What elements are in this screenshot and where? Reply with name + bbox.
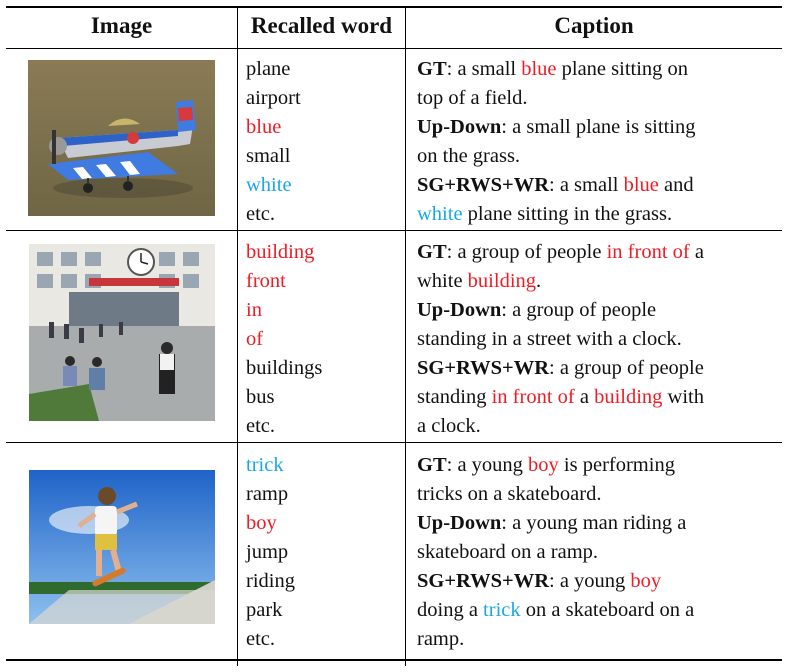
recalled-word: ramp bbox=[246, 483, 289, 505]
method-label: GT bbox=[417, 241, 447, 263]
caption-text: : a small bbox=[446, 58, 522, 80]
caption-line bbox=[417, 325, 777, 354]
recalled-word: airport bbox=[246, 87, 301, 109]
method-label: SG+RWS+WR bbox=[417, 357, 549, 379]
caption-row-3 bbox=[417, 451, 777, 654]
caption-line bbox=[417, 625, 777, 654]
caption-line bbox=[417, 238, 777, 267]
highlighted-word: in front of bbox=[606, 241, 690, 263]
column-divider bbox=[237, 6, 238, 666]
caption-text: standing in a street with a clock. bbox=[417, 328, 682, 350]
highlighted-word: blue bbox=[521, 58, 557, 80]
row-separator bbox=[6, 230, 782, 231]
method-label: GT bbox=[417, 454, 447, 476]
recalled-word: etc. bbox=[246, 628, 276, 650]
caption-text: a bbox=[574, 386, 595, 408]
recalled-word: of bbox=[246, 328, 264, 350]
recalled-word: jump bbox=[246, 541, 289, 563]
highlighted-word: building bbox=[467, 270, 537, 292]
caption-line bbox=[417, 509, 777, 538]
caption-text: tricks on a skateboard. bbox=[417, 483, 602, 505]
header-image: Image bbox=[90, 13, 153, 38]
caption-line bbox=[417, 171, 777, 200]
caption-text: white bbox=[417, 270, 468, 292]
caption-text: on a skateboard on a bbox=[520, 599, 695, 621]
caption-text: a clock. bbox=[417, 415, 481, 437]
highlighted-word: trick bbox=[483, 599, 521, 621]
method-label: SG+RWS+WR bbox=[417, 174, 549, 196]
table-bottom-rule bbox=[6, 659, 782, 661]
caption-text: : a young man riding a bbox=[501, 512, 687, 534]
caption-text: plane sitting on bbox=[556, 58, 689, 80]
caption-line bbox=[417, 84, 777, 113]
header-caption: Caption bbox=[554, 13, 634, 38]
highlighted-word: boy bbox=[528, 454, 559, 476]
recalled-word: front bbox=[246, 270, 286, 292]
header-recalled-word: Recalled word bbox=[250, 13, 393, 38]
caption-text: : a young bbox=[549, 570, 631, 592]
caption-line bbox=[417, 538, 777, 567]
caption-text: with bbox=[662, 386, 704, 408]
method-label: SG+RWS+WR bbox=[417, 570, 549, 592]
row-separator bbox=[6, 442, 782, 443]
recalled-word: bus bbox=[246, 386, 275, 408]
recalled-word: buildings bbox=[246, 357, 323, 379]
caption-text: plane sitting in the grass. bbox=[462, 203, 673, 225]
highlighted-word: in front of bbox=[491, 386, 575, 408]
recalled-word: plane bbox=[246, 58, 291, 80]
caption-text: top of a field. bbox=[417, 87, 528, 109]
recalled-words-row-1 bbox=[246, 55, 301, 229]
caption-text: and bbox=[658, 174, 694, 196]
caption-text: . bbox=[536, 270, 542, 292]
recalled-word: white bbox=[246, 174, 292, 196]
caption-line bbox=[417, 55, 777, 84]
method-label: Up-Down bbox=[417, 512, 502, 534]
plane-photo bbox=[28, 60, 215, 216]
caption-line bbox=[417, 296, 777, 325]
highlighted-word: white bbox=[417, 203, 463, 225]
caption-text: : a group of people bbox=[446, 241, 607, 263]
caption-line bbox=[417, 596, 777, 625]
caption-line bbox=[417, 142, 777, 171]
highlighted-word: blue bbox=[623, 174, 659, 196]
recalled-word: boy bbox=[246, 512, 277, 534]
caption-text: : a group of people bbox=[501, 299, 657, 321]
caption-text: : a group of people bbox=[549, 357, 704, 379]
recalled-word: etc. bbox=[246, 203, 276, 225]
column-divider bbox=[405, 6, 406, 666]
method-label: GT bbox=[417, 58, 447, 80]
highlighted-word: building bbox=[594, 386, 663, 408]
recalled-word: small bbox=[246, 145, 291, 167]
caption-line bbox=[417, 567, 777, 596]
method-label: Up-Down bbox=[417, 299, 502, 321]
caption-line bbox=[417, 412, 777, 441]
header-rule bbox=[6, 48, 782, 49]
caption-text: ramp. bbox=[417, 628, 465, 650]
recalled-word: riding bbox=[246, 570, 295, 592]
recalled-word: blue bbox=[246, 116, 282, 138]
recalled-words-row-3 bbox=[246, 451, 295, 654]
caption-line bbox=[417, 383, 777, 412]
table-top-rule bbox=[6, 6, 782, 8]
skateboard-photo bbox=[29, 470, 215, 624]
caption-line bbox=[417, 480, 777, 509]
recalled-word: in bbox=[246, 299, 262, 321]
highlighted-word: boy bbox=[630, 570, 662, 592]
caption-row-1 bbox=[417, 55, 777, 229]
recalled-word: building bbox=[246, 241, 315, 263]
caption-line bbox=[417, 200, 777, 229]
caption-line bbox=[417, 113, 777, 142]
caption-text: standing bbox=[417, 386, 492, 408]
recalled-word: etc. bbox=[246, 415, 276, 437]
caption-text: : a small bbox=[549, 174, 624, 196]
caption-line bbox=[417, 267, 777, 296]
method-label: Up-Down bbox=[417, 116, 502, 138]
caption-text: on the grass. bbox=[417, 145, 521, 167]
caption-row-2 bbox=[417, 238, 777, 441]
recalled-word: trick bbox=[246, 454, 284, 476]
caption-text: skateboard on a ramp. bbox=[417, 541, 599, 563]
recalled-word: park bbox=[246, 599, 283, 621]
caption-line bbox=[417, 354, 777, 383]
caption-text: : a young bbox=[446, 454, 529, 476]
recalled-words-row-2 bbox=[246, 238, 322, 441]
building-photo bbox=[29, 244, 215, 421]
caption-line bbox=[417, 451, 777, 480]
caption-text: a bbox=[689, 241, 704, 263]
caption-text: is performing bbox=[558, 454, 675, 476]
caption-text: : a small plane is sitting bbox=[501, 116, 696, 138]
caption-text: doing a bbox=[417, 599, 484, 621]
